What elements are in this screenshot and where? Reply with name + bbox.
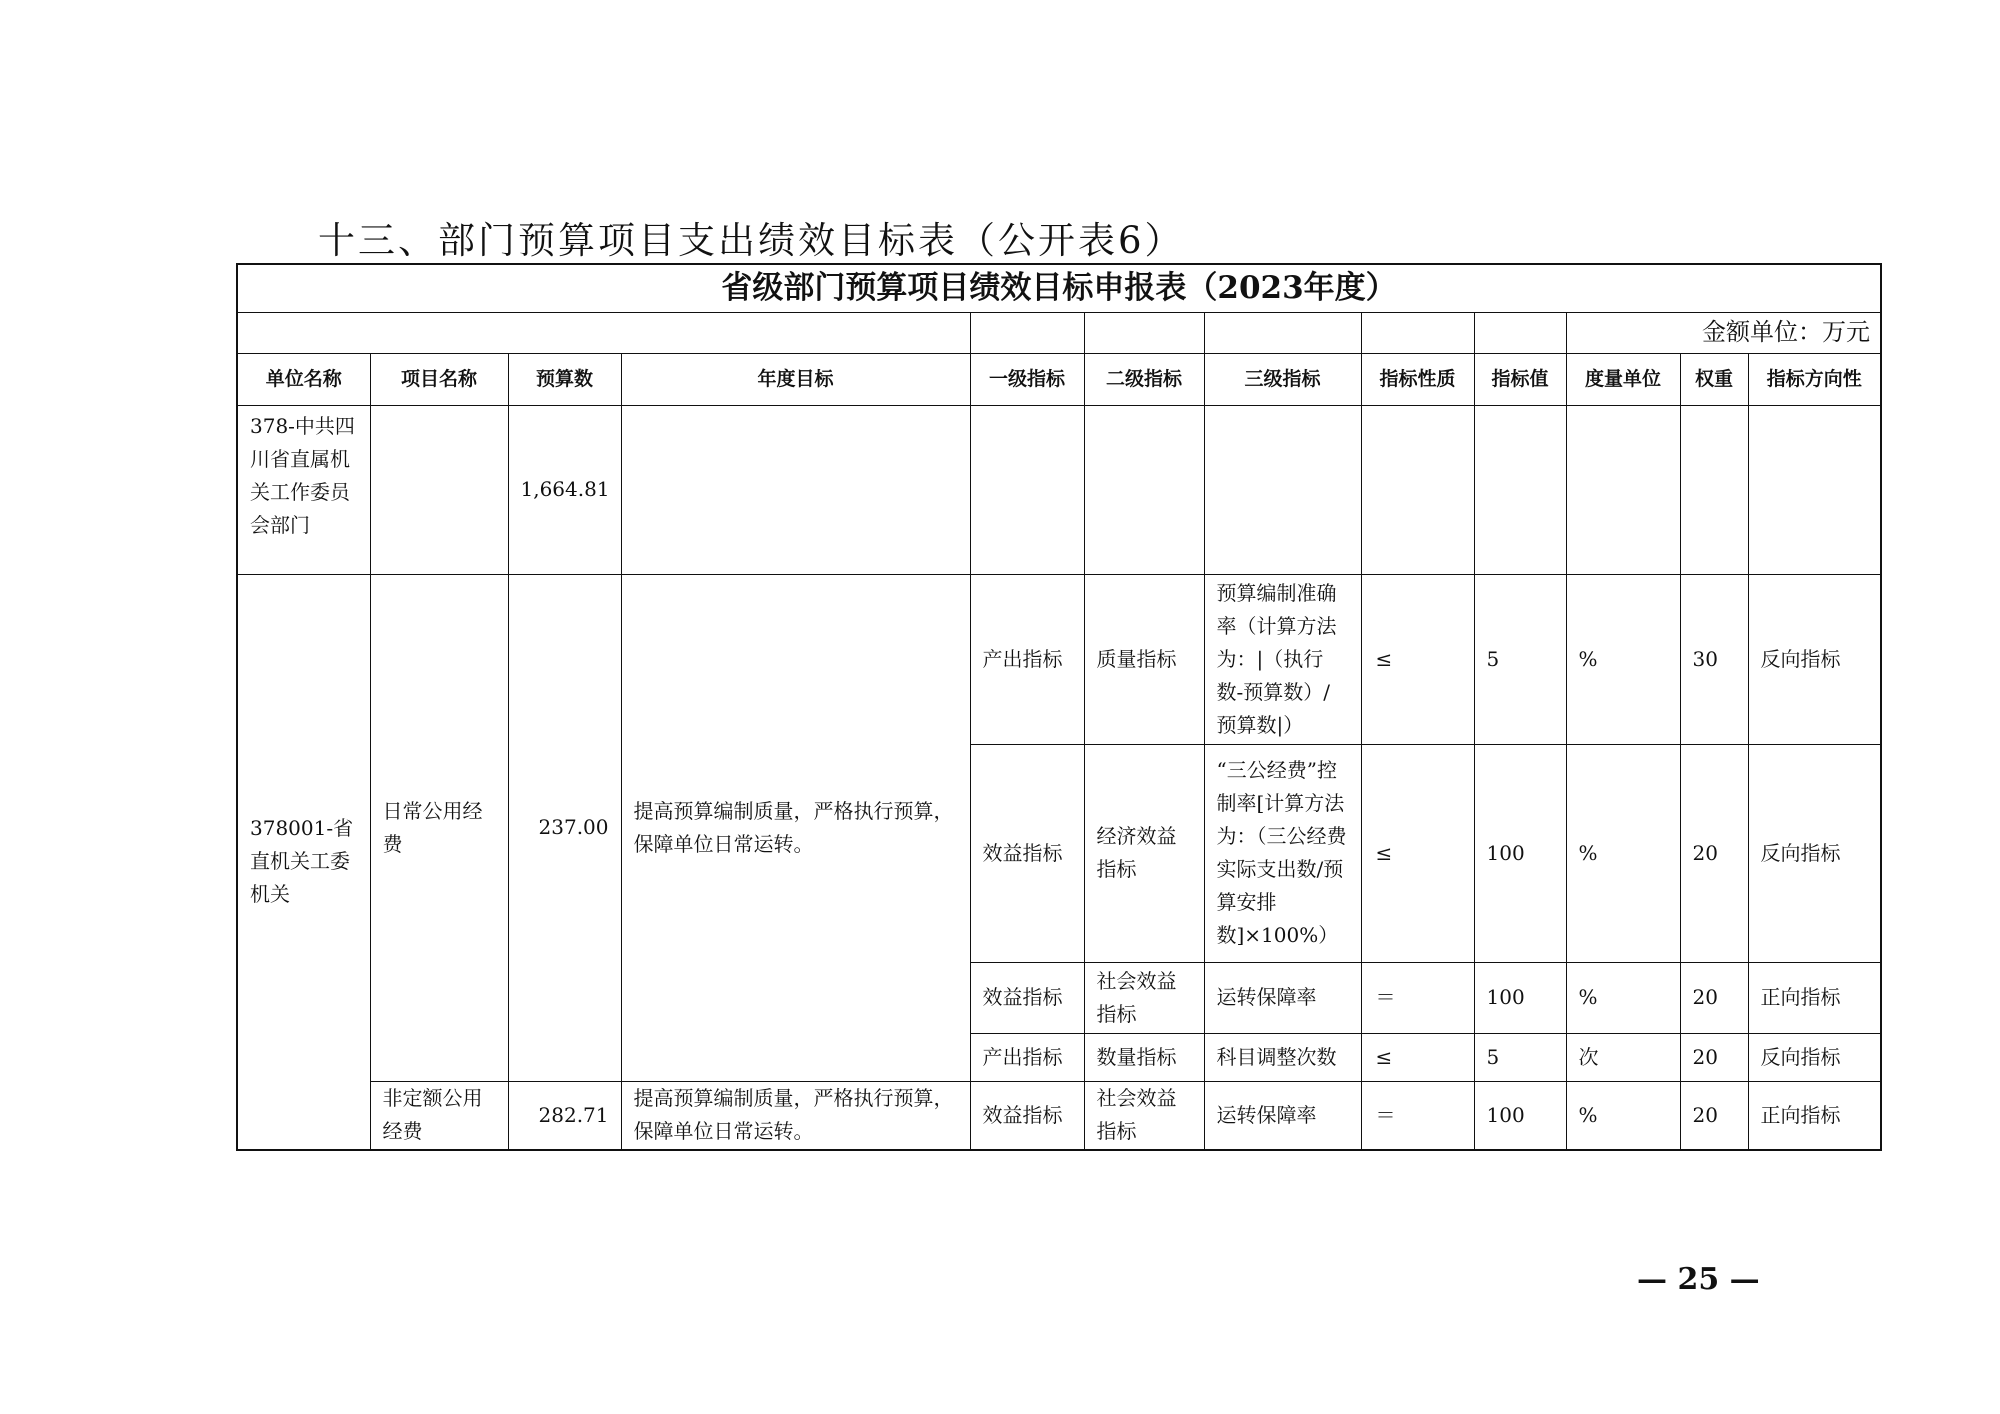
header-annual-goal: 年度目标 [621, 353, 970, 405]
measure-unit: % [1566, 1081, 1680, 1150]
amount-unit-note: 金额单位：万元 [1566, 312, 1881, 353]
direction: 反向指标 [1748, 1033, 1881, 1081]
level2-indicator: 社会效益指标 [1084, 1081, 1204, 1150]
indicator-value: 100 [1474, 744, 1566, 962]
direction: 反向指标 [1748, 744, 1881, 962]
indicator-value: 5 [1474, 1033, 1566, 1081]
header-level3-indicator: 三级指标 [1204, 353, 1361, 405]
table-row [237, 574, 1881, 744]
header-level2-indicator: 二级指标 [1084, 353, 1204, 405]
level3-indicator: 运转保障率 [1204, 1081, 1361, 1150]
level2-indicator: 质量指标 [1084, 574, 1204, 744]
indicator-value: 100 [1474, 962, 1566, 1033]
indicator-nature: ≤ [1361, 1033, 1474, 1081]
level3-indicator: “三公经费”控制率[计算方法为：（三公经费实际支出数/预算安排数]×100%） [1204, 744, 1361, 962]
level2-indicator: 经济效益指标 [1084, 744, 1204, 962]
blank-cell [1204, 312, 1361, 353]
header-measure-unit: 度量单位 [1566, 353, 1680, 405]
project-goal-cell: 提高预算编制质量，严格执行预算，保障单位日常运转。 [621, 574, 970, 1081]
measure-unit: 次 [1566, 1033, 1680, 1081]
header-direction: 指标方向性 [1748, 353, 1881, 405]
level1-indicator: 产出指标 [970, 1033, 1084, 1081]
blank-cell [1680, 405, 1748, 574]
blank-cell [1474, 312, 1566, 353]
weight: 20 [1680, 1081, 1748, 1150]
blank-cell [237, 312, 970, 353]
level3-indicator: 运转保障率 [1204, 962, 1361, 1033]
unit-name-cell: 378001-省直机关工委机关 [237, 574, 370, 1150]
project-name-cell: 日常公用经费 [370, 574, 508, 1081]
dept-project-name [370, 405, 508, 574]
indicator-nature: ≤ [1361, 744, 1474, 962]
indicator-value: 5 [1474, 574, 1566, 744]
level2-indicator: 社会效益指标 [1084, 962, 1204, 1033]
indicator-nature: ＝ [1361, 962, 1474, 1033]
header-level1-indicator: 一级指标 [970, 353, 1084, 405]
dept-unit-name: 378-中共四川省直属机关工作委员会部门 [237, 405, 370, 574]
measure-unit: % [1566, 962, 1680, 1033]
blank-cell [1084, 312, 1204, 353]
project-budget-cell: 282.71 [508, 1081, 621, 1150]
weight: 20 [1680, 962, 1748, 1033]
measure-unit: % [1566, 574, 1680, 744]
blank-cell [1361, 405, 1474, 574]
project-budget-cell: 237.00 [508, 574, 621, 1081]
header-unit-name: 单位名称 [237, 353, 370, 405]
weight: 20 [1680, 1033, 1748, 1081]
indicator-nature: ≤ [1361, 574, 1474, 744]
project-name-cell: 非定额公用经费 [370, 1081, 508, 1150]
blank-cell [1204, 405, 1361, 574]
weight: 30 [1680, 574, 1748, 744]
dept-budget: 1,664.81 [508, 405, 621, 574]
level3-indicator: 科目调整次数 [1204, 1033, 1361, 1081]
blank-cell [970, 312, 1084, 353]
level2-indicator: 数量指标 [1084, 1033, 1204, 1081]
header-budget: 预算数 [508, 353, 621, 405]
header-indicator-value: 指标值 [1474, 353, 1566, 405]
direction: 正向指标 [1748, 1081, 1881, 1150]
blank-cell [970, 405, 1084, 574]
page-number: — 25 — [1637, 1262, 1760, 1297]
level1-indicator: 效益指标 [970, 962, 1084, 1033]
table-row [237, 1081, 1881, 1150]
blank-cell [621, 405, 970, 574]
level1-indicator: 效益指标 [970, 744, 1084, 962]
table-title: 省级部门预算项目绩效目标申报表（2023年度） [237, 264, 1881, 312]
header-indicator-nature: 指标性质 [1361, 353, 1474, 405]
weight: 20 [1680, 744, 1748, 962]
blank-cell [1361, 312, 1474, 353]
performance-target-table [236, 263, 1882, 1151]
project-goal-cell: 提高预算编制质量，严格执行预算，保障单位日常运转。 [621, 1081, 970, 1150]
direction: 反向指标 [1748, 574, 1881, 744]
level1-indicator: 产出指标 [970, 574, 1084, 744]
level1-indicator: 效益指标 [970, 1081, 1084, 1150]
blank-cell [1474, 405, 1566, 574]
indicator-nature: ＝ [1361, 1081, 1474, 1150]
table-row [237, 405, 1881, 574]
blank-cell [1084, 405, 1204, 574]
header-project-name: 项目名称 [370, 353, 508, 405]
blank-cell [1748, 405, 1881, 574]
measure-unit: % [1566, 744, 1680, 962]
page-heading: 十三、部门预算项目支出绩效目标表（公开表6） [318, 219, 1185, 262]
level3-indicator: 预算编制准确率（计算方法为：|（执行数-预算数）/预算数|） [1204, 574, 1361, 744]
direction: 正向指标 [1748, 962, 1881, 1033]
indicator-value: 100 [1474, 1081, 1566, 1150]
header-weight: 权重 [1680, 353, 1748, 405]
blank-cell [1566, 405, 1680, 574]
